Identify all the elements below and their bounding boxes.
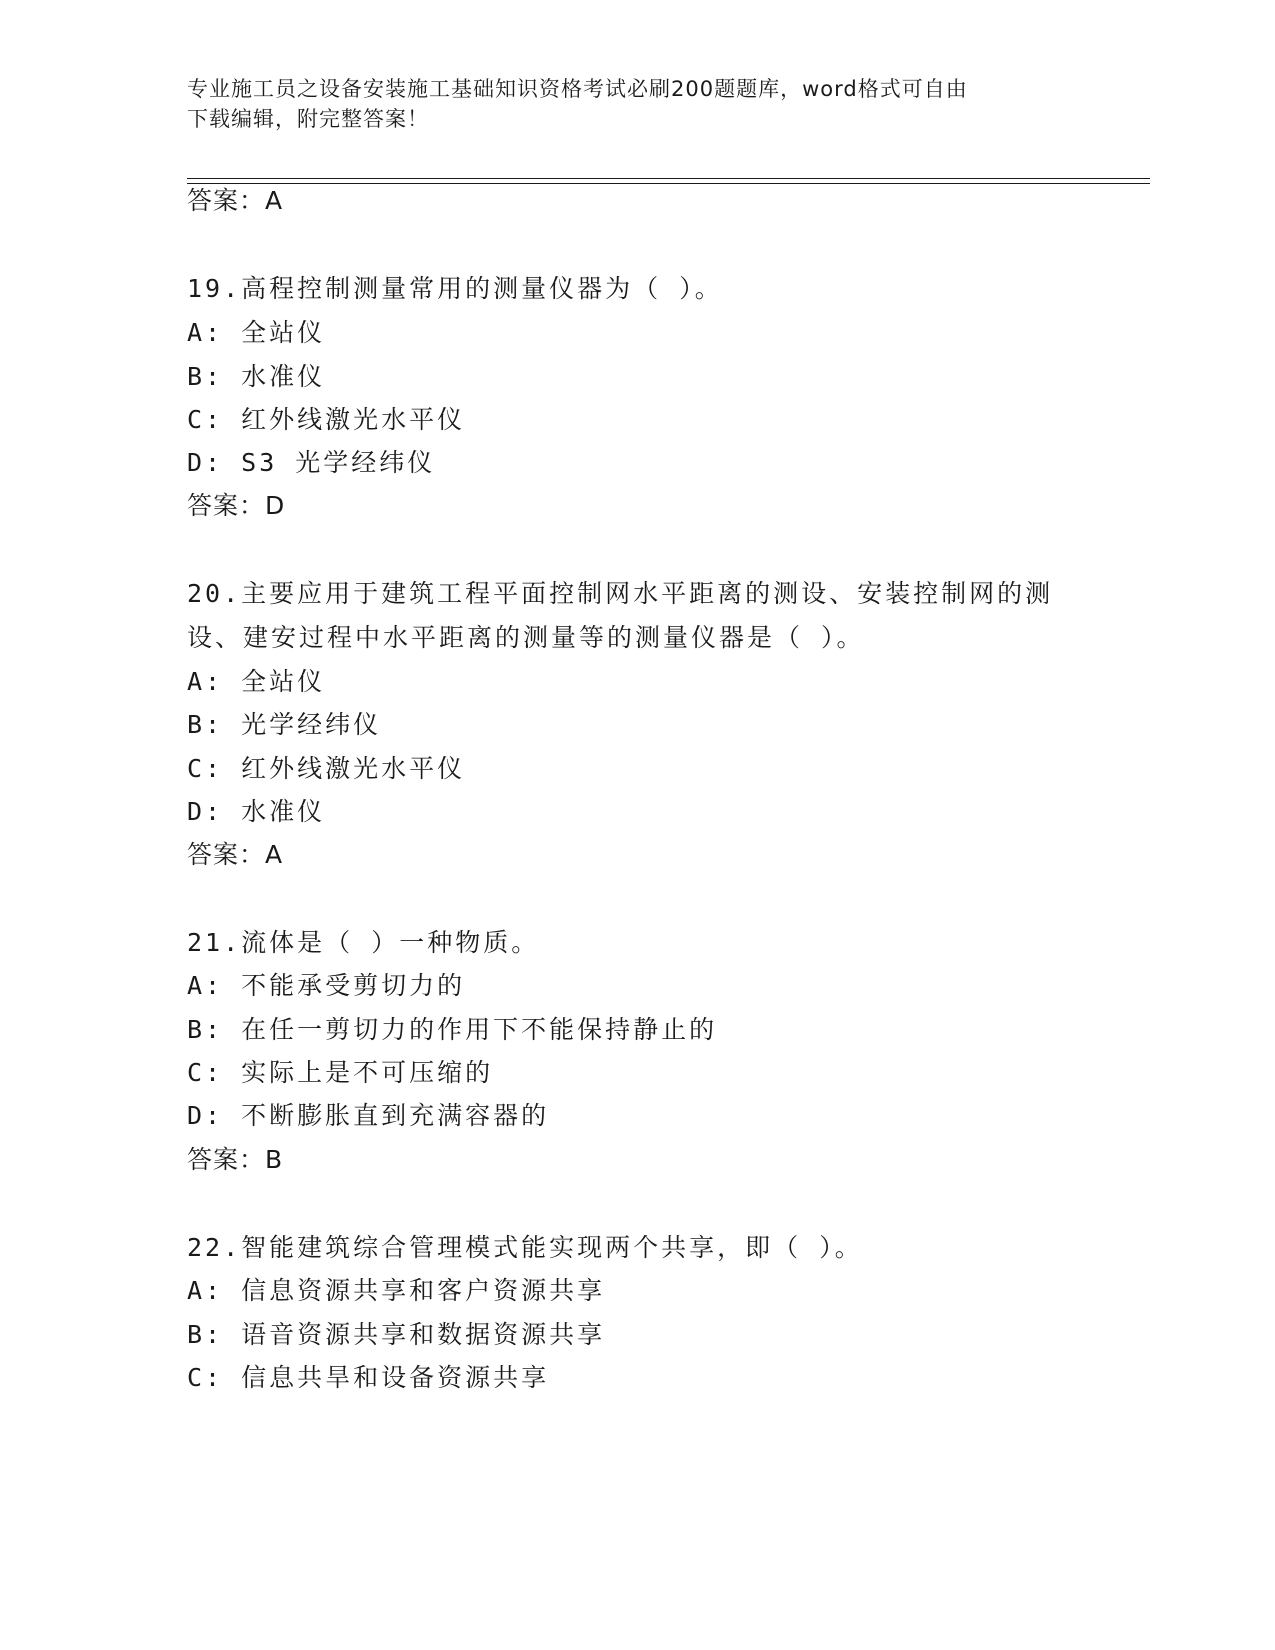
question-21-option-b: B: 在任一剪切力的作用下不能保持静止的 <box>187 1015 718 1044</box>
question-21-option-a: A: 不能承受剪切力的 <box>187 971 466 1000</box>
question-20-option-c: C: 红外线激光水平仪 <box>187 754 466 783</box>
header-divider-bottom <box>187 183 1150 184</box>
question-21-stem: 21.流体是（ ）一种物质。 <box>187 928 540 957</box>
question-22-option-a: A: 信息资源共享和客户资源共享 <box>187 1276 606 1305</box>
question-20-stem-line-1: 20.主要应用于建筑工程平面控制网水平距离的测设、安装控制网的测 <box>187 579 1054 608</box>
question-21-option-d: D: 不断膨胀直到充满容器的 <box>187 1101 550 1130</box>
header-line-2: 下载编辑，附完整答案！ <box>187 107 429 131</box>
question-21-answer: 答案：B <box>187 1145 284 1174</box>
question-19-option-b: B: 水准仪 <box>187 362 326 391</box>
question-19-option-a: A: 全站仪 <box>187 318 326 347</box>
question-20-stem-line-2: 设、建安过程中水平距离的测量等的测量仪器是（ ）。 <box>187 623 865 652</box>
question-20-option-a: A: 全站仪 <box>187 667 326 696</box>
question-22-option-c: C: 信息共旱和设备资源共享 <box>187 1363 550 1392</box>
question-20-option-b: B: 光学经纬仪 <box>187 710 382 739</box>
previous-answer: 答案：A <box>187 186 284 215</box>
question-19-option-c: C: 红外线激光水平仪 <box>187 405 466 434</box>
header-line-1: 专业施工员之设备安装施工基础知识资格考试必刷200题题库，word格式可自由 <box>187 77 968 101</box>
question-22-option-b: B: 语音资源共享和数据资源共享 <box>187 1320 606 1349</box>
question-20-answer: 答案：A <box>187 840 284 869</box>
question-19-option-d: D: S3 光学经纬仪 <box>187 448 436 477</box>
header-divider-top <box>187 178 1150 179</box>
document-header <box>187 74 1067 134</box>
question-22-stem: 22.智能建筑综合管理模式能实现两个共享，即（ ）。 <box>187 1233 863 1262</box>
question-19-stem: 19.高程控制测量常用的测量仪器为（ ）。 <box>187 274 723 303</box>
question-21-option-c: C: 实际上是不可压缩的 <box>187 1058 494 1087</box>
question-19-answer: 答案：D <box>187 491 286 520</box>
question-20-option-d: D: 水准仪 <box>187 797 326 826</box>
